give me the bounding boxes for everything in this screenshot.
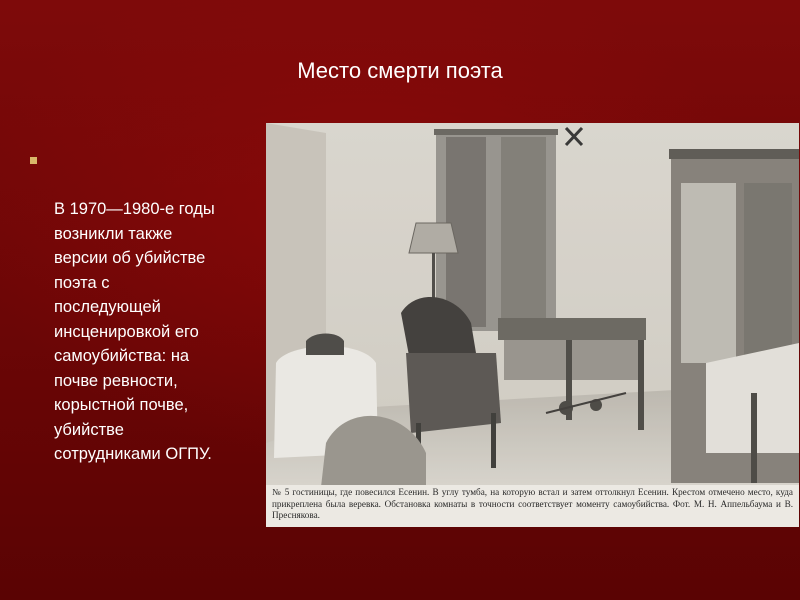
room-photo-illustration [266, 123, 799, 527]
bullet-item [28, 148, 260, 467]
bullet-list [28, 148, 260, 467]
bullet-text: В 1970—1980-е годы возникли также версии об убийстве поэта с последующей инсценировкой его самоубийства: на почве ревности, корыстной почве, убийстве сотрудниками ОГПУ. [54, 200, 215, 463]
slide-title: Место смерти поэта [297, 58, 503, 83]
hotel-room-photo [266, 123, 799, 527]
photo-caption: № 5 гостиницы, где повесился Есенин. В углу тумба, на которую встал и затем оттолкнул Есенин. Крестом отмечено место, куда прикреплена была веревка. Обстановка комнаты в точности соответствует моменту самоубийства. Фот. М. Н. Аппельбаума и В. Преснякова. [272, 487, 793, 520]
bullet-square-icon [30, 157, 37, 164]
